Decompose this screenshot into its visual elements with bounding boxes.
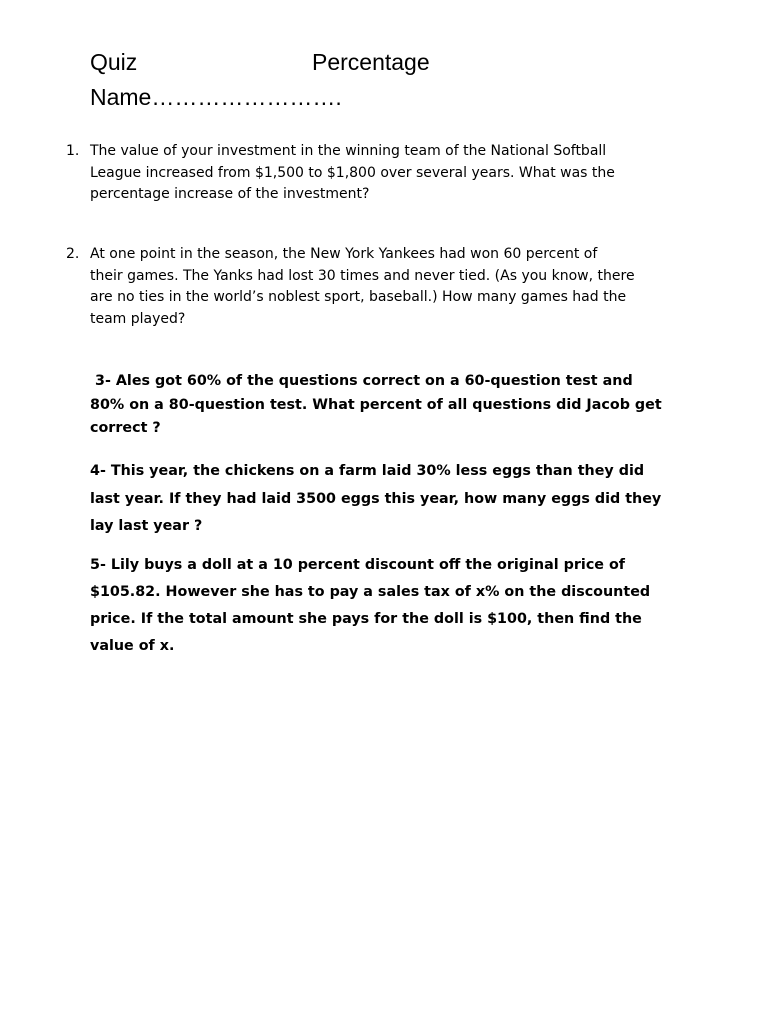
- question-text-line: League increased from $1,500 to $1,800 over several years. What was the: [90, 164, 615, 181]
- question-text-line: 5- Lily buys a doll at a 10 percent discount off the original price of: [90, 557, 626, 573]
- quiz-title: Quiz: [90, 49, 138, 75]
- question-text-line: percentage increase of the investment?: [90, 186, 370, 203]
- question-text-line: team played?: [90, 310, 186, 327]
- question-number: 2.: [66, 246, 80, 262]
- question-1: [66, 141, 690, 206]
- question-number: 1.: [66, 143, 80, 159]
- name-field-label: Name…………………….: [90, 84, 342, 110]
- question-5: [90, 552, 690, 660]
- question-text-line: 4- This year, the chickens on a farm laid 30% less eggs than they did: [90, 463, 645, 479]
- question-text-line: At one point in the season, the New York Yankees had won 60 percent of: [90, 246, 598, 262]
- question-text-line: The value of your investment in the winning team of the National Softball: [90, 143, 607, 159]
- question-text-line: are no ties in the world’s noblest sport, baseball.) How many games had the: [90, 289, 627, 306]
- question-text-line: correct ?: [90, 420, 161, 436]
- question-text-line: last year. If they had laid 3500 eggs this year, how many eggs did they: [90, 490, 662, 507]
- question-text-line: 3- Ales got 60% of the questions correct on a 60-question test and: [95, 373, 633, 389]
- question-text-line: price. If the total amount she pays for the doll is $100, then find the: [90, 611, 642, 627]
- question-text-line: their games. The Yanks had lost 30 times and never tied. (As you know, there: [90, 267, 635, 284]
- topic-title: Percentage: [312, 49, 430, 75]
- question-text-line: $105.82. However she has to pay a sales tax of x% on the discounted: [90, 584, 651, 600]
- question-2: [66, 244, 690, 330]
- question-3: [90, 370, 690, 441]
- question-text-line: 80% on a 80-question test. What percent of all questions did Jacob get: [90, 396, 662, 413]
- question-4: [90, 458, 690, 541]
- question-text-line: lay last year ?: [90, 518, 203, 534]
- question-text-line: value of x.: [90, 638, 175, 654]
